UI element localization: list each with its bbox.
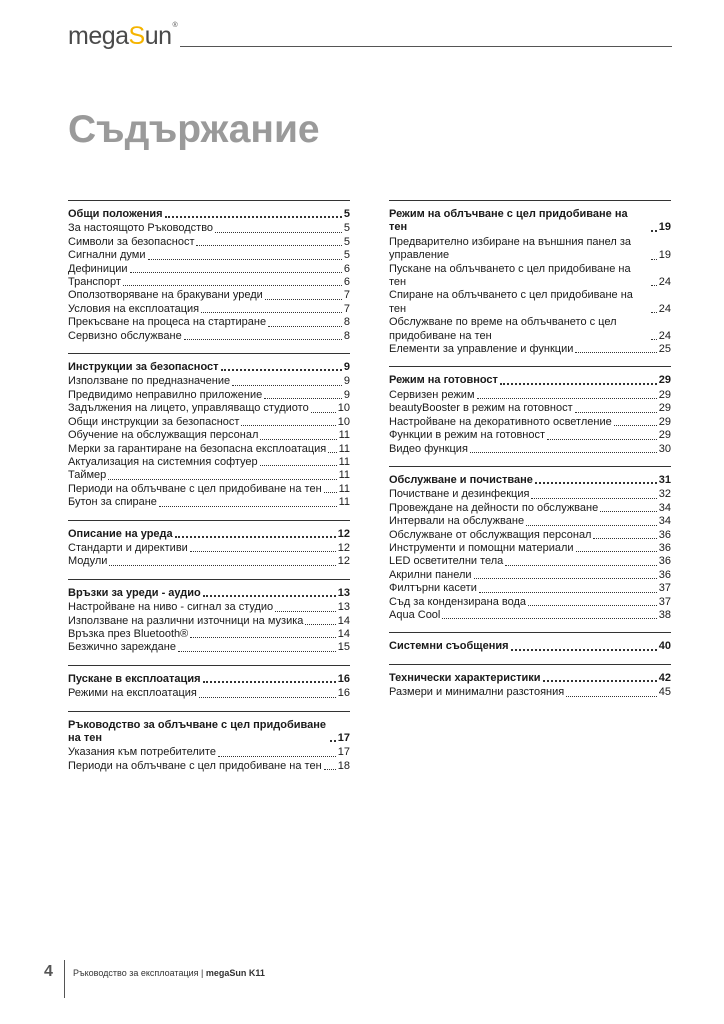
toc-section <box>389 366 671 455</box>
toc-entry-page: 11 <box>338 496 350 509</box>
toc-entry-title: Режим на облъчване с цел придобиване на тен <box>389 208 628 234</box>
toc-entry-page: 24 <box>658 329 671 342</box>
toc-entry[interactable] <box>389 542 671 555</box>
toc-dot-leader <box>268 326 342 327</box>
toc-entry-title: Стандарти и директиви <box>68 541 188 554</box>
toc-dot-leader <box>264 398 342 399</box>
toc-entry[interactable] <box>389 596 671 609</box>
toc-section-heading[interactable] <box>389 374 671 387</box>
toc-dot-leader <box>566 696 657 697</box>
toc-entry-page: 30 <box>658 442 671 455</box>
toc-dot-leader <box>324 769 336 770</box>
toc-entry-title: Обслужване от обслужващия персонал <box>389 528 592 541</box>
toc-dot-leader <box>600 511 657 512</box>
toc-entry-title: Указания към потребителите <box>68 746 216 759</box>
toc-section <box>389 200 671 356</box>
toc-entry-title: Предвидимо неправилно приложение <box>68 388 263 401</box>
toc-entry-page: 42 <box>658 671 671 684</box>
toc-dot-leader <box>505 565 656 566</box>
toc-entry[interactable] <box>68 496 350 509</box>
toc-dot-leader <box>531 498 656 499</box>
toc-column-left <box>68 200 350 783</box>
toc-entry[interactable] <box>389 582 671 595</box>
toc-dot-leader <box>651 230 657 232</box>
toc-dot-leader <box>535 482 657 484</box>
toc-entry-title: Дефиниции <box>68 262 128 275</box>
toc-dot-leader <box>479 592 657 593</box>
toc-entry[interactable] <box>68 628 350 641</box>
toc-entry-title: Периоди на облъчване с цел придобиване на тен <box>68 482 322 495</box>
toc-entry[interactable] <box>68 760 350 773</box>
toc-dot-leader <box>511 649 657 651</box>
toc-entry[interactable] <box>68 402 350 415</box>
toc-entry-title: Настройване на ниво - сигнал за студио <box>68 601 274 614</box>
toc-section-heading[interactable] <box>389 474 671 487</box>
toc-dot-leader <box>477 398 657 399</box>
toc-entry[interactable] <box>389 502 671 515</box>
toc-entry-page: 36 <box>658 568 671 581</box>
toc-entry[interactable] <box>68 289 350 302</box>
toc-dot-leader <box>190 637 336 638</box>
toc-entry-title: Сервизен режим <box>389 388 475 401</box>
toc-entry[interactable] <box>68 249 350 262</box>
toc-dot-leader <box>109 565 335 566</box>
toc-dot-leader <box>175 536 336 538</box>
toc-entry-page: 29 <box>658 415 671 428</box>
toc-entry-title: Описание на уреда <box>68 527 173 540</box>
toc-entry-page: 34 <box>658 515 671 528</box>
toc-dot-leader <box>442 618 656 619</box>
toc-section <box>389 632 671 653</box>
toc-section-heading[interactable] <box>68 361 350 374</box>
toc-entry-page: 15 <box>337 641 350 654</box>
toc-column-right <box>389 200 671 710</box>
toc-entry[interactable] <box>68 236 350 249</box>
toc-entry-title: Прекъсване на процеса на стартиране <box>68 316 267 329</box>
toc-entry[interactable] <box>389 416 671 429</box>
toc-entry[interactable] <box>389 343 671 356</box>
toc-entry-page: 24 <box>658 302 671 315</box>
toc-entry-page: 36 <box>658 528 671 541</box>
toc-entry-page: 36 <box>658 555 671 568</box>
toc-entry-title: Транспорт <box>68 276 121 289</box>
toc-dot-leader <box>651 312 657 313</box>
toc-entry-title: Видео функция <box>389 442 468 455</box>
toc-dot-leader <box>651 285 657 286</box>
toc-entry-page: 14 <box>337 614 350 627</box>
toc-dot-leader <box>470 452 657 453</box>
toc-entry-page: 12 <box>337 541 350 554</box>
toc-section-heading[interactable] <box>68 208 350 221</box>
toc-entry-page: 25 <box>658 343 671 356</box>
toc-entry-title: Условия на експлоатация <box>68 302 200 315</box>
toc-entry-title: Акрилни панели <box>389 568 472 581</box>
toc-section-heading[interactable] <box>68 719 350 746</box>
toc-entry[interactable] <box>68 443 350 456</box>
toc-entry-page: 16 <box>337 672 350 685</box>
toc-entry[interactable] <box>68 641 350 654</box>
toc-section-heading[interactable] <box>68 587 350 600</box>
toc-entry-page: 29 <box>658 429 671 442</box>
toc-dot-leader <box>148 259 342 260</box>
toc-entry[interactable] <box>389 389 671 402</box>
toc-section <box>389 466 671 622</box>
toc-section <box>68 520 350 569</box>
toc-dot-leader <box>196 245 341 246</box>
toc-entry-page: 13 <box>337 601 350 614</box>
footer-product: megaSun K11 <box>205 968 265 978</box>
toc-entry-page: 29 <box>658 402 671 415</box>
logo-prefix: mega <box>68 22 129 50</box>
toc-entry-title: Пускане в експлоатация <box>68 672 201 685</box>
toc-section <box>68 579 350 655</box>
toc-dot-leader <box>500 383 657 385</box>
toc-entry[interactable] <box>389 555 671 568</box>
toc-entry-title: Модули <box>68 555 108 568</box>
toc-entry-page: 10 <box>337 415 350 428</box>
toc-entry[interactable] <box>68 746 350 759</box>
toc-entry-page: 9 <box>343 388 350 401</box>
toc-entry-page: 19 <box>658 221 671 234</box>
toc-section-heading[interactable] <box>68 528 350 541</box>
toc-entry[interactable] <box>68 416 350 429</box>
toc-entry-page: 8 <box>343 316 350 329</box>
toc-dot-leader <box>265 299 342 300</box>
toc-entry[interactable] <box>389 443 671 456</box>
toc-dot-leader <box>575 412 657 413</box>
toc-entry-title: Елементи за управление и функции <box>389 343 574 356</box>
toc-entry[interactable] <box>389 488 671 501</box>
toc-entry-title: Спиране на облъчването с цел придобиване на тен <box>389 289 633 315</box>
toc-entry-page: 34 <box>658 501 671 514</box>
toc-entry-title: Задължения на лицето, управляващо студиото <box>68 402 309 415</box>
toc-entry-page: 5 <box>343 208 350 220</box>
toc-entry[interactable] <box>389 429 671 442</box>
toc-entry-page: 14 <box>337 627 350 640</box>
toc-entry[interactable] <box>68 483 350 496</box>
toc-entry[interactable] <box>68 276 350 289</box>
toc-entry-title: Използване на различни източници на музика <box>68 614 304 627</box>
toc-entry-title: Безжично зареждане <box>68 641 176 654</box>
toc-entry[interactable] <box>68 303 350 316</box>
toc-dot-leader <box>260 465 337 466</box>
toc-entry-page: 11 <box>338 429 350 442</box>
toc-entry-title: Съд за кондензирана вода <box>389 595 527 608</box>
toc-dot-leader <box>241 425 335 426</box>
toc-entry-page: 32 <box>658 488 671 501</box>
toc-entry-title: Филтърни касети <box>389 582 477 595</box>
toc-entry-title: Интервали на обслужване <box>389 515 525 528</box>
toc-entry[interactable] <box>389 515 671 528</box>
toc-entry-title: Сигнални думи <box>68 249 146 262</box>
toc-entry-page: 5 <box>343 249 350 262</box>
toc-dot-leader <box>528 605 657 606</box>
toc-entry-title: Мерки за гарантиране на безопасна експлоатация <box>68 442 327 455</box>
toc-dot-leader <box>543 680 657 682</box>
toc-entry-page: 8 <box>343 329 350 342</box>
toc-entry-page: 7 <box>343 289 350 302</box>
toc-entry-title: Обучение на обслужващия персонал <box>68 429 259 442</box>
toc-entry-title: Ръководство за облъчване с цел придобиване на тен <box>68 718 327 744</box>
toc-dot-leader <box>178 651 336 652</box>
toc-entry[interactable] <box>389 529 671 542</box>
toc-entry-page: 36 <box>658 541 671 554</box>
toc-entry-title: Периоди на облъчване с цел придобиване на тен <box>68 759 322 772</box>
logo-accent: S <box>128 22 145 50</box>
toc-dot-leader <box>221 369 342 371</box>
toc-entry-page: 40 <box>658 640 671 653</box>
toc-entry[interactable] <box>68 469 350 482</box>
toc-entry-page: 12 <box>337 555 350 568</box>
toc-entry[interactable] <box>389 686 671 699</box>
toc-entry-title: Почистване и дезинфекция <box>389 488 530 501</box>
toc-dot-leader <box>232 385 342 386</box>
toc-section <box>68 200 350 343</box>
toc-entry-page: 5 <box>343 235 350 248</box>
toc-entry[interactable] <box>68 615 350 628</box>
toc-entry[interactable] <box>68 555 350 568</box>
toc-entry-title: beautyBooster в режим на готовност <box>389 402 573 415</box>
toc-entry-title: Aqua Cool <box>389 608 441 621</box>
toc-entry-title: Провеждане на дейности по обслужване <box>389 501 599 514</box>
toc-dot-leader <box>576 551 657 552</box>
toc-entry[interactable] <box>389 609 671 622</box>
toc-entry[interactable] <box>68 222 350 235</box>
toc-entry-page: 11 <box>338 469 350 482</box>
toc-dot-leader <box>260 439 336 440</box>
toc-entry-title: Оползотворяване на бракувани уреди <box>68 289 263 302</box>
toc-entry[interactable] <box>68 263 350 276</box>
toc-entry-page: 11 <box>338 442 350 455</box>
toc-entry-page: 5 <box>343 222 350 235</box>
toc-section-heading[interactable] <box>68 673 350 686</box>
toc-dot-leader <box>203 595 336 597</box>
toc-entry-title: Обслужване по време на облъчването с цел придобиване на тен <box>389 316 617 342</box>
toc-dot-leader <box>311 412 336 413</box>
toc-entry[interactable] <box>68 316 350 329</box>
toc-entry-page: 37 <box>658 582 671 595</box>
toc-entry-title: Бутон за спиране <box>68 496 157 509</box>
toc-entry-page: 38 <box>658 608 671 621</box>
toc-section <box>68 353 350 509</box>
toc-entry-page: 29 <box>658 374 671 387</box>
toc-dot-leader <box>275 611 336 612</box>
brand-logo <box>68 22 177 51</box>
toc-entry-page: 37 <box>658 595 671 608</box>
toc-entry[interactable] <box>389 316 671 343</box>
toc-dot-leader <box>199 697 336 698</box>
toc-entry-title: Предварително избиране на външния панел за управление <box>389 235 632 262</box>
toc-entry-page: 16 <box>337 687 350 700</box>
toc-entry-title: Режим на готовност <box>389 374 498 387</box>
toc-entry-title: Обслужване и почистване <box>389 473 533 486</box>
toc-entry-page: 9 <box>343 375 350 388</box>
toc-entry-page: 12 <box>337 527 350 540</box>
toc-entry-title: Режими на експлоатация <box>68 687 197 700</box>
toc-entry[interactable] <box>389 263 671 290</box>
toc-entry-title: LED осветителни тела <box>389 555 504 568</box>
toc-dot-leader <box>108 479 336 480</box>
toc-entry-page: 9 <box>343 361 350 374</box>
toc-dot-leader <box>651 339 657 340</box>
toc-entry-page: 17 <box>337 732 350 744</box>
toc-entry-page: 11 <box>338 455 350 468</box>
toc-entry[interactable] <box>68 375 350 388</box>
toc-entry-title: Връзки за уреди - аудио <box>68 586 201 599</box>
footer-page-number: 4 <box>44 963 53 980</box>
toc-entry-title: Символи за безопасност <box>68 235 195 248</box>
toc-dot-leader <box>593 538 656 539</box>
toc-entry-title: Използване по предназначение <box>68 375 231 388</box>
toc-section-heading[interactable] <box>389 640 671 653</box>
toc-entry-title: За настоящото Ръководство <box>68 222 214 235</box>
toc-entry[interactable] <box>68 542 350 555</box>
toc-entry-title: Инструкции за безопасност <box>68 361 219 374</box>
toc-entry-title: Връзка през Bluetooth® <box>68 627 189 640</box>
toc-dot-leader <box>575 352 656 353</box>
header-rule <box>180 46 672 47</box>
toc-entry-title: Пускане на облъчването с цел придобиване на тен <box>389 262 631 289</box>
toc-dot-leader <box>324 492 337 493</box>
toc-section <box>68 711 350 774</box>
toc-dot-leader <box>130 272 342 273</box>
toc-entry[interactable] <box>68 330 350 343</box>
toc-entry-title: Сервизно обслужване <box>68 329 182 342</box>
toc-section <box>68 665 350 701</box>
footer-label <box>73 968 265 978</box>
toc-entry[interactable] <box>389 236 671 263</box>
toc-dot-leader <box>184 339 342 340</box>
toc-entry-title: Размери и минимални разстояния <box>389 686 565 699</box>
toc-dot-leader <box>203 681 336 683</box>
toc-entry[interactable] <box>68 389 350 402</box>
toc-entry[interactable] <box>68 456 350 469</box>
toc-dot-leader <box>328 452 336 453</box>
toc-entry-page: 24 <box>658 276 671 289</box>
toc-section-heading[interactable] <box>389 672 671 685</box>
toc-dot-leader <box>159 506 337 507</box>
toc-dot-leader <box>651 259 657 260</box>
toc-dot-leader <box>215 232 342 233</box>
toc-entry-page: 31 <box>658 473 671 486</box>
toc-dot-leader <box>547 439 657 440</box>
toc-dot-leader <box>526 525 657 526</box>
toc-dot-leader <box>123 285 342 286</box>
toc-entry-page: 19 <box>658 249 671 262</box>
toc-dot-leader <box>190 551 336 552</box>
toc-entry[interactable] <box>389 402 671 415</box>
toc-entry[interactable] <box>68 687 350 700</box>
toc-entry-page: 29 <box>658 388 671 401</box>
toc-entry-page: 18 <box>337 759 350 772</box>
toc-entry-title: Системни съобщения <box>389 640 509 653</box>
toc-entry-page: 11 <box>338 482 350 495</box>
toc-entry-page: 45 <box>658 686 671 699</box>
toc-entry-title: Настройване на декоративното осветление <box>389 415 612 428</box>
toc-dot-leader <box>201 312 342 313</box>
toc-entry-title: Технически характеристики <box>389 671 541 684</box>
toc-entry-title: Актуализация на системния софтуер <box>68 455 258 468</box>
toc-dot-leader <box>218 756 336 757</box>
toc-entry-title: Общи инструкции за безопасност <box>68 415 240 428</box>
toc-entry-title: Общи положения <box>68 208 163 220</box>
toc-entry-page: 13 <box>337 586 350 599</box>
toc-entry-page: 17 <box>337 746 350 759</box>
toc-dot-leader <box>330 740 336 742</box>
footer-doc-label: Ръководство за експлоатация | <box>73 968 206 978</box>
toc-section-heading[interactable] <box>389 208 671 235</box>
logo-registered-mark: ® <box>172 22 178 29</box>
toc-entry-page: 6 <box>343 262 350 275</box>
toc-entry[interactable] <box>68 429 350 442</box>
toc-entry-title: Функции в режим на готовност <box>389 429 546 442</box>
toc-dot-leader <box>165 216 342 218</box>
toc-entry-title: Инструменти и помощни материали <box>389 541 574 554</box>
toc-dot-leader <box>474 578 657 579</box>
logo-suffix: un <box>144 22 172 50</box>
toc-entry-page: 10 <box>337 402 350 415</box>
page-title: Съдържание <box>68 108 320 151</box>
toc-dot-leader <box>305 624 335 625</box>
toc-entry-title: Таймер <box>68 469 107 482</box>
toc-entry-page: 7 <box>343 302 350 315</box>
toc-section <box>389 664 671 700</box>
toc-entry[interactable] <box>389 569 671 582</box>
toc-entry[interactable] <box>389 289 671 316</box>
toc-dot-leader <box>614 425 657 426</box>
toc-entry-page: 6 <box>343 276 350 289</box>
footer-divider <box>64 960 65 998</box>
toc-entry[interactable] <box>68 601 350 614</box>
